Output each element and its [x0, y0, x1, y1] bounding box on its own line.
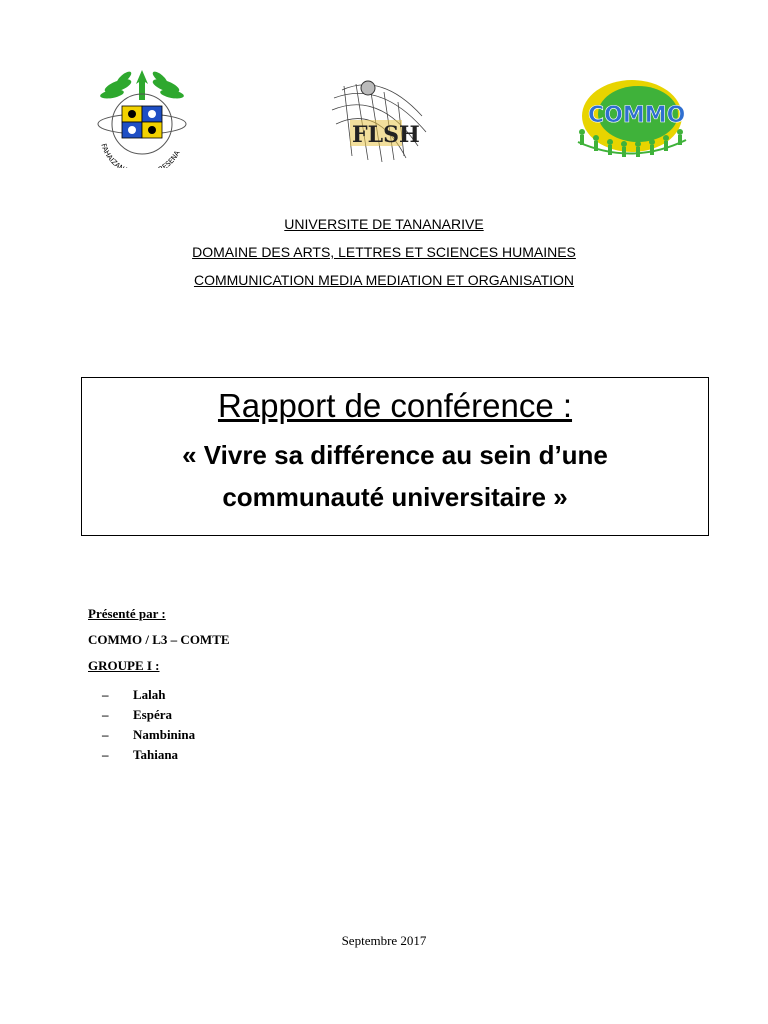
- report-subtitle: [82, 434, 708, 518]
- member-name: Tahiana: [133, 747, 179, 762]
- list-dash: –: [102, 707, 109, 722]
- member-list: [88, 685, 230, 765]
- member-name: Lalah: [133, 687, 166, 702]
- list-dash: –: [102, 727, 109, 742]
- commo-logo-text: COMMO: [588, 103, 686, 128]
- university-logo: [78, 64, 206, 168]
- university-name: UNIVERSITE DE TANANARIVE: [284, 216, 484, 232]
- list-dash: –: [102, 747, 109, 762]
- report-title: Rapport de conférence :: [217, 387, 573, 424]
- presented-by-label: Présenté par :: [88, 606, 166, 621]
- member-name: Espéra: [133, 707, 172, 722]
- presenter-block: [88, 605, 230, 765]
- flsh-logo: [322, 76, 438, 166]
- report-subtitle-line-2: communauté universitaire »: [222, 482, 568, 512]
- member-name: Nambinina: [133, 727, 196, 742]
- university-seal-text: FAHAIZA ESENA: [99, 142, 182, 168]
- list-item: [88, 705, 230, 725]
- list-dash: –: [102, 687, 109, 702]
- list-item: [88, 685, 230, 705]
- report-subtitle-line-1: « Vivre sa différence au sein d’une: [182, 440, 608, 470]
- list-item: [88, 745, 230, 765]
- group-label: GROUPE I :: [88, 658, 160, 673]
- title-box: [81, 377, 709, 536]
- class-name: COMMO / L3 – COMTE: [88, 632, 230, 647]
- department-name: COMMUNICATION MEDIA MEDIATION ET ORGANISATION: [193, 272, 575, 288]
- flsh-logo-text: FLSH: [352, 122, 420, 148]
- commo-logo: [572, 76, 696, 166]
- document-date: Septembre 2017: [341, 933, 427, 948]
- list-item: [88, 725, 230, 745]
- svg-text:FAHAIZANA NO FANDRESENA: [99, 143, 181, 168]
- institution-header: [0, 210, 768, 294]
- domain-name: DOMAINE DES ARTS, LETTRES ET SCIENCES HUMAINES: [192, 244, 576, 260]
